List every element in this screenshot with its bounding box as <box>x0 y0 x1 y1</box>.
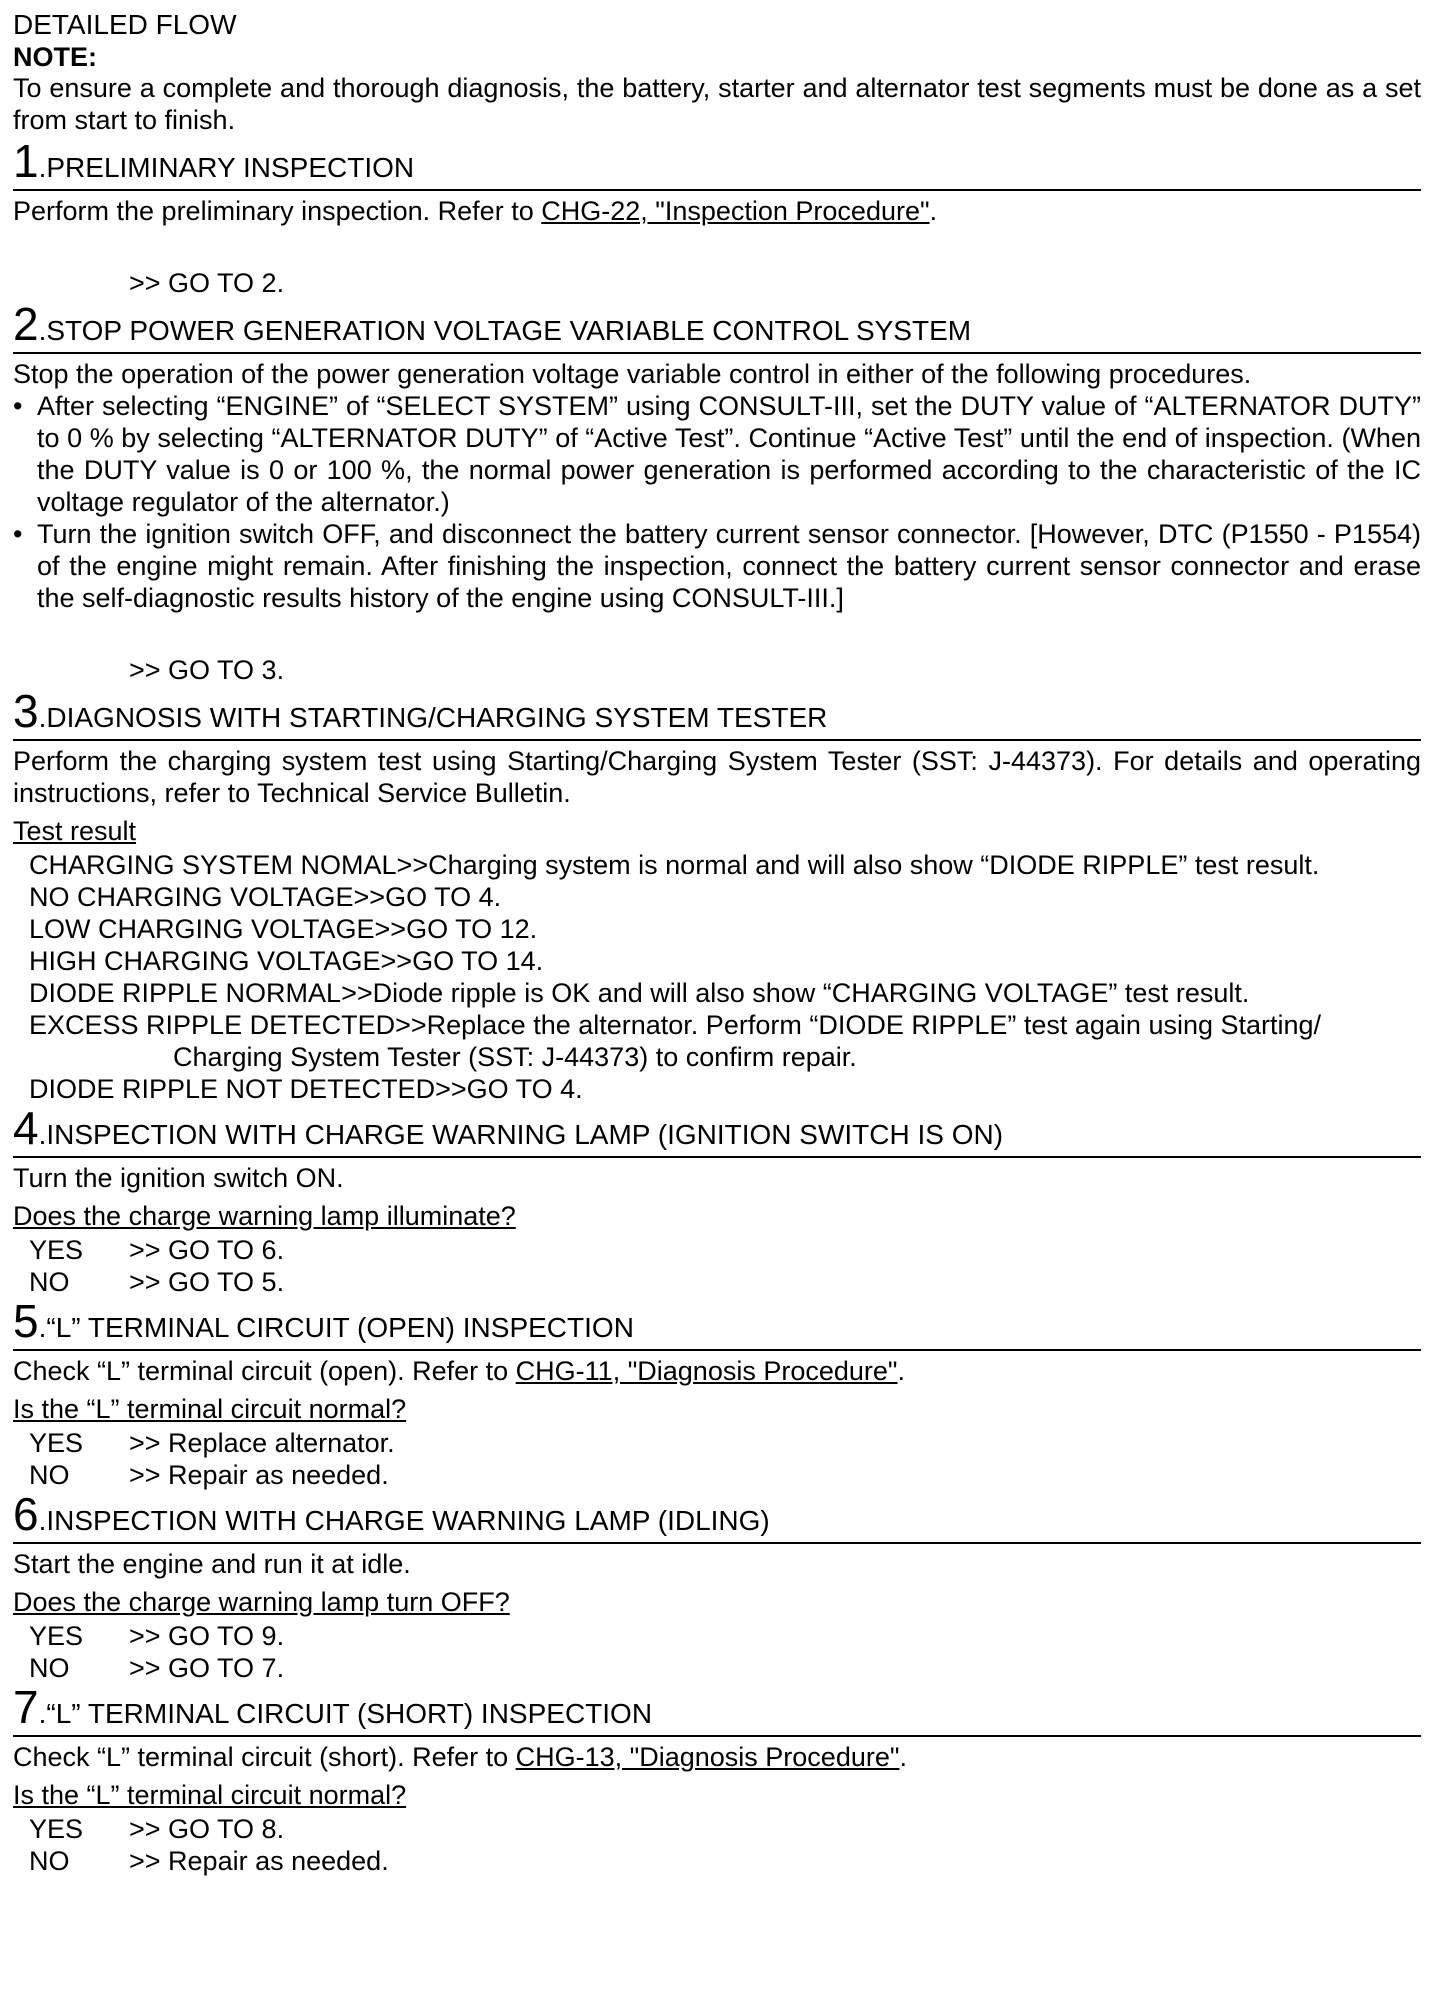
step-title: “L” TERMINAL CIRCUIT (SHORT) INSPECTION <box>46 1698 653 1729</box>
question: Does the charge warning lamp illuminate? <box>13 1201 516 1231</box>
step-text: Perform the preliminary inspection. Refer to <box>13 196 542 226</box>
goto-instruction: >> GO TO 3. <box>129 655 285 685</box>
step-title: PRELIMINARY INSPECTION <box>46 152 415 183</box>
list-item: DIODE RIPPLE NOT DETECTED>>GO TO 4. <box>29 1074 583 1104</box>
step-4-heading <box>13 1102 1421 1158</box>
test-result-label: Test result <box>13 816 137 846</box>
step-number: 5 <box>13 1295 39 1347</box>
step-title: STOP POWER GENERATION VOLTAGE VARIABLE CONTROL SYSTEM <box>46 315 972 346</box>
step-6 <box>13 1488 1421 1684</box>
step-7-text: Check “L” terminal circuit (short). Refer to CHG-13, "Diagnosis Procedure". <box>13 1742 907 1772</box>
step-number: 1 <box>13 135 39 187</box>
step-2-bullet-list <box>13 390 1421 614</box>
list-item: LOW CHARGING VOLTAGE>>GO TO 12. <box>29 914 538 944</box>
step-7-heading <box>13 1681 1421 1737</box>
question: Does the charge warning lamp turn OFF? <box>13 1587 510 1617</box>
step-5 <box>13 1295 1421 1491</box>
yes-row: YES >> GO TO 9. <box>29 1621 285 1651</box>
page-title: DETAILED FLOW <box>13 9 237 40</box>
list-item: • After selecting “ENGINE” of “SELECT SYSTEM” using CONSULT-III, set the DUTY value of “ALTERNATOR DUTY” to 0 % by selecting “ALTERNATOR DUTY” of “Active Test”. Continue “Active Test” until the end of inspection. (When the DUTY value is 0 or 100 %, the normal power generation is performed according to the characteristic of the IC voltage regulator of the alternator.) <box>13 391 1421 517</box>
step-dot: . <box>38 1312 47 1343</box>
step-dot: . <box>38 315 47 346</box>
list-item: CHARGING SYSTEM NOMAL>>Charging system is normal and will also show “DIODE RIPPLE” test result. <box>29 850 1320 880</box>
step-4 <box>13 1102 1421 1298</box>
step-3-heading <box>13 685 1421 741</box>
list-item: • Turn the ignition switch OFF, and disconnect the battery current sensor connector. [However, DTC (P1550 - P1554) of the engine might remain. After finishing the inspection, connect the battery current sensor connector and erase the self-diagnostic results history of the engine using CONSULT-III.] <box>13 519 1421 613</box>
bullet-icon: • <box>13 391 23 421</box>
ref-link-chg-22[interactable]: CHG-22, "Inspection Procedure" <box>541 196 930 226</box>
step-3 <box>13 685 1421 1105</box>
step-4-text: Turn the ignition switch ON. <box>13 1163 344 1193</box>
step-text-end: . <box>929 196 938 226</box>
step-number: 2 <box>13 298 39 350</box>
note-text: To ensure a complete and thorough diagnosis, the battery, starter and alternator test segments must be done as a set from start to finish. <box>13 73 1421 135</box>
no-row: NO >> Repair as needed. <box>29 1846 389 1876</box>
step-title: INSPECTION WITH CHARGE WARNING LAMP (IDLING) <box>46 1505 770 1536</box>
list-item: NO CHARGING VOLTAGE>>GO TO 4. <box>29 882 502 912</box>
step-title: “L” TERMINAL CIRCUIT (OPEN) INSPECTION <box>46 1312 634 1343</box>
ref-link-chg-11[interactable]: CHG-11, "Diagnosis Procedure" <box>515 1356 898 1386</box>
step-3-text: Perform the charging system test using Starting/Charging System Tester (SST: J-44373). For details and operating instructions, refer to Technical Service Bulletin. <box>13 746 1421 808</box>
yes-row: YES >> Replace alternator. <box>29 1428 395 1458</box>
no-row: NO >> GO TO 5. <box>29 1267 285 1297</box>
list-item: DIODE RIPPLE NORMAL>>Diode ripple is OK and will also show “CHARGING VOLTAGE” test result. <box>29 978 1250 1008</box>
question: Is the “L” terminal circuit normal? <box>13 1780 407 1810</box>
list-item-continuation: Charging System Tester (SST: J-44373) to confirm repair. <box>173 1042 857 1072</box>
step-title: DIAGNOSIS WITH STARTING/CHARGING SYSTEM TESTER <box>46 702 828 733</box>
test-result-list <box>13 849 1421 1105</box>
step-dot: . <box>38 152 47 183</box>
question: Is the “L” terminal circuit normal? <box>13 1394 407 1424</box>
step-dot: . <box>38 702 47 733</box>
step-2-intro: Stop the operation of the power generation voltage variable control in either of the following procedures. <box>13 359 1252 389</box>
step-number: 3 <box>13 685 39 737</box>
step-2-heading <box>13 298 1421 354</box>
step-1-text <box>13 195 1421 227</box>
step-5-heading <box>13 1295 1421 1351</box>
bullet-icon: • <box>13 519 23 549</box>
list-item: EXCESS RIPPLE DETECTED>>Replace the alternator. Perform “DIODE RIPPLE” test again using Starting/ <box>29 1010 1322 1040</box>
step-number: 4 <box>13 1102 39 1154</box>
step-dot: . <box>38 1119 47 1150</box>
no-row: NO >> Repair as needed. <box>29 1460 389 1490</box>
step-number: 6 <box>13 1488 39 1540</box>
step-title: INSPECTION WITH CHARGE WARNING LAMP (IGNITION SWITCH IS ON) <box>46 1119 1004 1150</box>
step-1 <box>13 135 1421 301</box>
step-5-text: Check “L” terminal circuit (open). Refer to CHG-11, "Diagnosis Procedure". <box>13 1356 906 1386</box>
step-7 <box>13 1681 1421 1877</box>
note-label: NOTE: <box>13 42 97 72</box>
step-number: 7 <box>13 1681 39 1733</box>
step-2 <box>13 298 1421 688</box>
no-row: NO >> GO TO 7. <box>29 1653 285 1683</box>
step-6-text: Start the engine and run it at idle. <box>13 1549 411 1579</box>
yes-row: YES >> GO TO 6. <box>29 1235 285 1265</box>
ref-link-chg-13[interactable]: CHG-13, "Diagnosis Procedure" <box>515 1742 900 1772</box>
step-dot: . <box>38 1505 47 1536</box>
yes-row: YES >> GO TO 8. <box>29 1814 285 1844</box>
step-dot: . <box>38 1698 47 1729</box>
goto-instruction: >> GO TO 2. <box>129 268 285 298</box>
list-item: HIGH CHARGING VOLTAGE>>GO TO 14. <box>29 946 544 976</box>
step-6-heading <box>13 1488 1421 1544</box>
step-1-heading <box>13 135 1421 191</box>
